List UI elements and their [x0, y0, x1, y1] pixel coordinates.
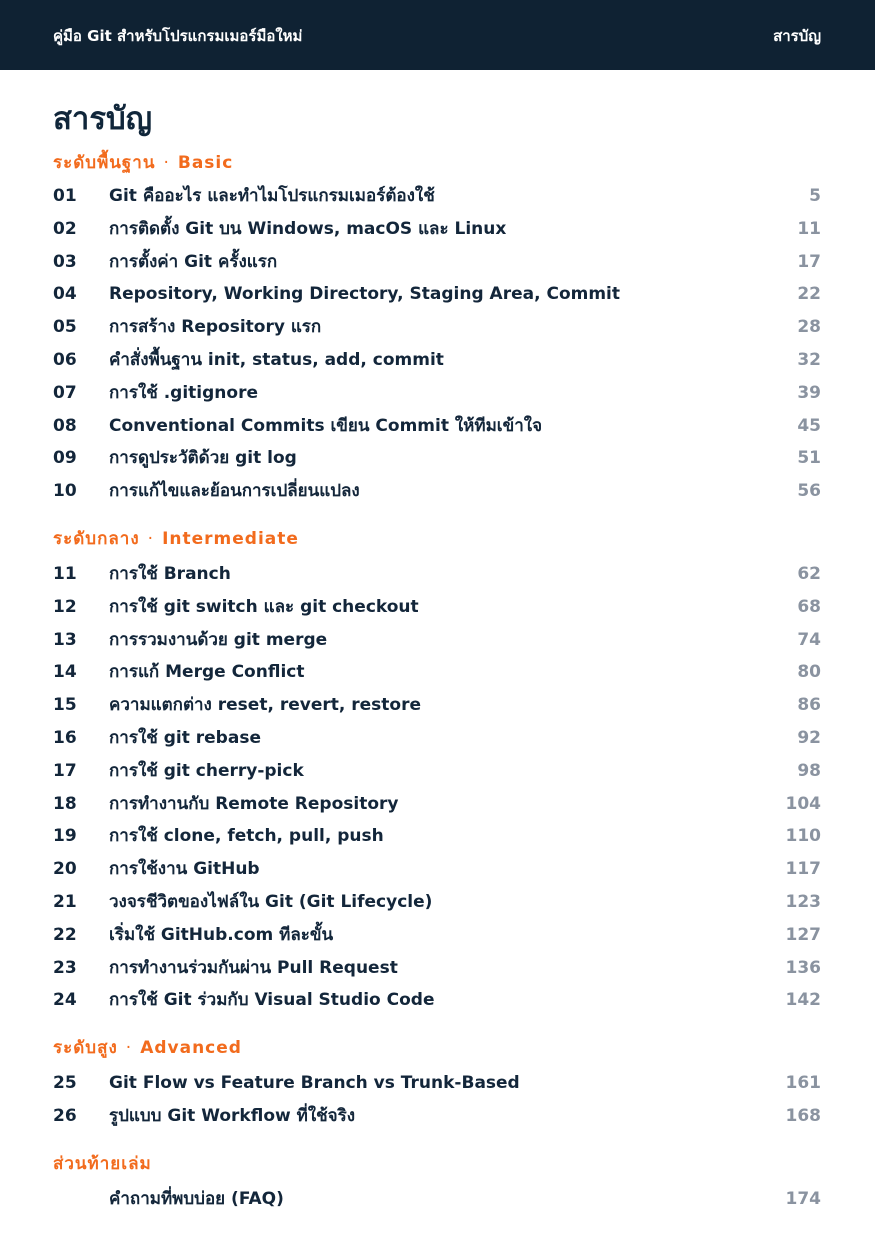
chapter-title: Git คืออะไร และทำไมโปรแกรมเมอร์ต้องใช้	[109, 186, 435, 206]
toc-entry[interactable]	[53, 558, 821, 591]
section-heading-thai: ระดับพื้นฐาน	[53, 153, 156, 173]
section-heading	[53, 524, 821, 558]
chapter-title: ความแตกต่าง reset, revert, restore	[109, 695, 421, 716]
page-number: 32	[797, 349, 821, 370]
section-heading-separator: ·	[163, 153, 170, 173]
toc-entry[interactable]	[53, 853, 821, 886]
chapter-title: การใช้ .gitignore	[109, 382, 258, 403]
chapter-number: 03	[53, 251, 77, 272]
chapter-title: คำสั่งพื้นฐาน init, status, add, commit	[109, 349, 444, 370]
page-number: 127	[785, 924, 821, 945]
chapter-number: 16	[53, 727, 77, 748]
toc-entry[interactable]	[53, 213, 821, 246]
chapter-title: Conventional Commits เขียน Commit ให้ทีมเข้าใจ	[109, 415, 543, 436]
toc-body	[53, 96, 821, 1216]
toc-entry[interactable]	[53, 1183, 821, 1216]
chapter-number: 10	[53, 481, 77, 502]
chapter-number: 06	[53, 349, 77, 370]
chapter-number: 26	[53, 1105, 77, 1126]
chapter-number: 23	[53, 957, 77, 978]
page-number: 142	[785, 990, 821, 1011]
chapter-title: การใช้งาน GitHub	[109, 859, 260, 880]
chapter-number: 04	[53, 284, 77, 305]
book-title: คู่มือ Git สำหรับโปรแกรมเมอร์มือใหม่	[53, 27, 303, 45]
toc-entry[interactable]	[53, 952, 821, 985]
toc-entry[interactable]	[53, 278, 821, 311]
section-heading-english: Basic	[177, 153, 234, 173]
section-heading-separator: ·	[147, 528, 155, 549]
toc-entry[interactable]	[53, 820, 821, 853]
chapter-title: การใช้ Git ร่วมกับ Visual Studio Code	[109, 990, 435, 1011]
section-heading-thai: ระดับสูง	[53, 1038, 118, 1059]
section-heading-thai: ระดับกลาง	[53, 528, 140, 549]
chapter-title: การแก้ไขและย้อนการเปลี่ยนแปลง	[109, 481, 360, 502]
chapter-number: 09	[53, 448, 77, 469]
chapter-title: การสร้าง Repository แรก	[109, 317, 322, 338]
page-number: 117	[785, 859, 821, 880]
page-number: 56	[797, 481, 821, 502]
chapter-number: 01	[53, 186, 77, 206]
chapter-number: 13	[53, 629, 77, 650]
toc-entry[interactable]	[53, 788, 821, 821]
chapter-title: การติดตั้ง Git บน Windows, macOS และ Linux	[109, 218, 507, 239]
page-number: 74	[797, 629, 821, 650]
chapter-title: การรวมงานด้วย git merge	[109, 629, 328, 650]
page-number: 92	[797, 727, 821, 748]
chapter-number: 24	[53, 990, 77, 1011]
toc-entry[interactable]	[53, 442, 821, 475]
page-number: 17	[797, 251, 821, 272]
toc-entry[interactable]	[53, 722, 821, 755]
chapter-number: 14	[53, 662, 77, 683]
chapter-title: การใช้ git cherry-pick	[109, 760, 304, 781]
toc-entry[interactable]	[53, 656, 821, 689]
page-number: 174	[785, 1188, 821, 1209]
chapter-number: 08	[53, 415, 77, 436]
chapter-title: การใช้ git switch และ git checkout	[109, 596, 419, 617]
chapter-number: 07	[53, 382, 77, 403]
section-heading	[53, 148, 821, 180]
header-bar	[0, 0, 875, 70]
toc-entry[interactable]	[53, 624, 821, 657]
chapter-number: 17	[53, 760, 77, 781]
page-number: 86	[797, 695, 821, 716]
toc-entry[interactable]	[53, 344, 821, 377]
page-number: 80	[797, 662, 821, 683]
page-number: 62	[797, 563, 821, 584]
toc-sections	[53, 148, 821, 1216]
toc-entry[interactable]	[53, 886, 821, 919]
page-number: 98	[797, 760, 821, 781]
chapter-title: เริ่มใช้ GitHub.com ทีละขั้น	[109, 924, 334, 945]
chapter-title: Git Flow vs Feature Branch vs Trunk-Based	[109, 1073, 520, 1094]
chapter-title: รูปแบบ Git Workflow ที่ใช้จริง	[109, 1105, 356, 1126]
page-number: 68	[797, 596, 821, 617]
chapter-number: 22	[53, 924, 77, 945]
chapter-title: การทำงานร่วมกันผ่าน Pull Request	[109, 957, 398, 978]
chapter-number: 20	[53, 859, 77, 880]
toc-entry[interactable]	[53, 180, 821, 213]
chapter-title: การใช้ clone, fetch, pull, push	[109, 826, 384, 847]
section-heading-english: Advanced	[140, 1038, 242, 1059]
chapter-number: 19	[53, 826, 77, 847]
page-number: 136	[785, 957, 821, 978]
toc-entry[interactable]	[53, 591, 821, 624]
page-number: 104	[785, 793, 821, 814]
chapter-title: Repository, Working Directory, Staging Area, Commit	[109, 284, 621, 305]
chapter-number: 05	[53, 317, 77, 338]
chapter-number: 18	[53, 793, 77, 814]
chapter-title: วงจรชีวิตของไฟล์ใน Git (Git Lifecycle)	[109, 891, 433, 912]
toc-entry[interactable]	[53, 311, 821, 344]
chapter-title: คำถามที่พบบ่อย (FAQ)	[109, 1188, 284, 1209]
page-number: 110	[785, 826, 821, 847]
page-number: 168	[785, 1105, 821, 1126]
chapter-number: 11	[53, 563, 77, 584]
page-number: 161	[785, 1073, 821, 1094]
section-heading-separator: ·	[125, 1038, 133, 1059]
section-heading-thai: ส่วนท้ายเล่ม	[53, 1153, 152, 1174]
section-heading	[53, 1033, 821, 1067]
page-title: สารบัญ	[53, 101, 153, 137]
chapter-number: 12	[53, 596, 77, 617]
page-number: 45	[797, 415, 821, 436]
chapter-title: การใช้ git rebase	[109, 727, 261, 748]
section-heading-english: Intermediate	[162, 528, 299, 549]
page-number: 5	[809, 186, 821, 206]
chapter-title: การตั้งค่า Git ครั้งแรก	[109, 251, 278, 272]
toc-entry[interactable]	[53, 919, 821, 952]
page-number: 28	[797, 317, 821, 338]
header-section-title: สารบัญ	[773, 27, 821, 45]
chapter-title: การทำงานกับ Remote Repository	[109, 793, 399, 814]
toc-entry[interactable]	[53, 689, 821, 722]
page-number: 39	[797, 382, 821, 403]
toc-entry[interactable]	[53, 377, 821, 410]
toc-entry[interactable]	[53, 246, 821, 279]
page-number: 123	[785, 891, 821, 912]
toc-entry[interactable]	[53, 410, 821, 443]
chapter-title: การใช้ Branch	[109, 563, 231, 584]
chapter-number: 21	[53, 891, 77, 912]
page-number: 11	[797, 218, 821, 239]
chapter-title: การแก้ Merge Conflict	[109, 662, 305, 683]
toc-entry[interactable]	[53, 984, 821, 1017]
page-number: 51	[797, 448, 821, 469]
section-heading	[53, 1149, 821, 1183]
toc-entry[interactable]	[53, 1100, 821, 1133]
chapter-number: 25	[53, 1073, 77, 1094]
page-number: 22	[797, 284, 821, 305]
toc-entry[interactable]	[53, 755, 821, 788]
chapter-number: 15	[53, 695, 77, 716]
chapter-number: 02	[53, 218, 77, 239]
toc-entry[interactable]	[53, 475, 821, 508]
toc-entry[interactable]	[53, 1067, 821, 1100]
chapter-title: การดูประวัติด้วย git log	[109, 448, 297, 469]
